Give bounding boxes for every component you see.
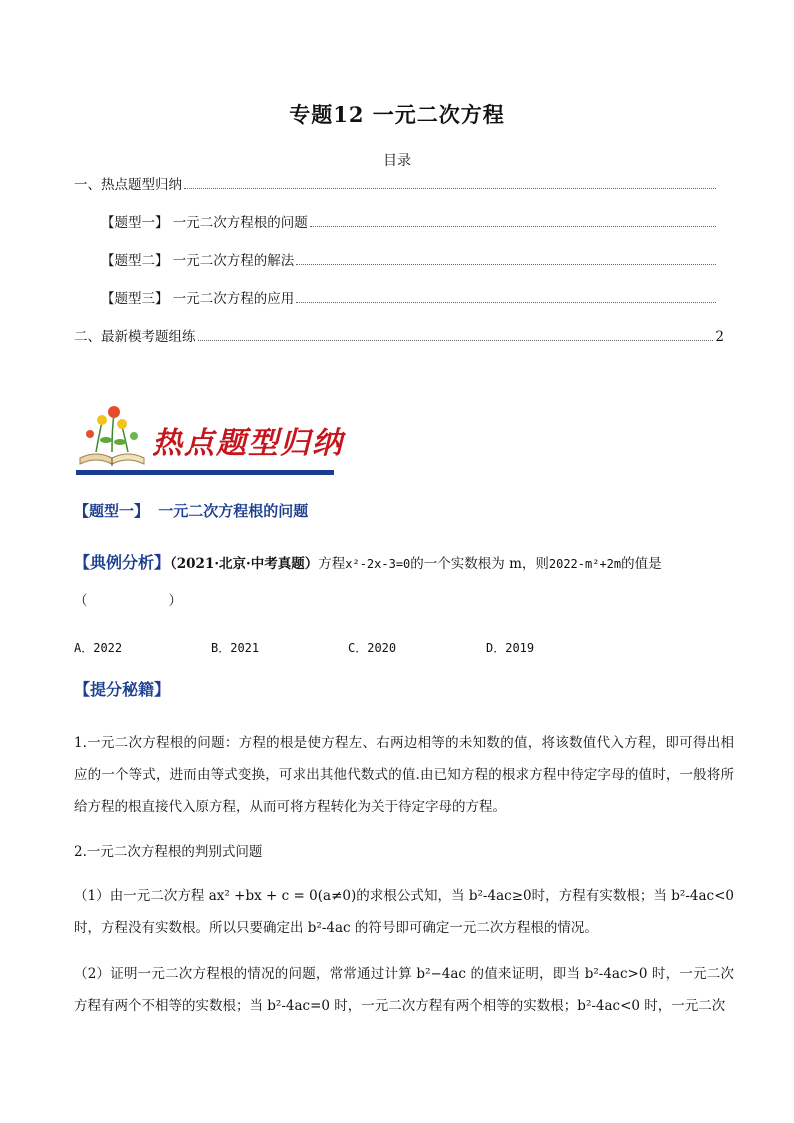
toc-item-label: 【题型二】 一元二次方程的解法	[101, 253, 295, 269]
banner-title: 热点题型归纳	[152, 426, 344, 461]
toc-item[interactable]	[74, 249, 724, 269]
answer-blank: （ ）	[74, 593, 182, 609]
question-type-prefix: 【题型一】	[74, 502, 150, 520]
equation-2: 2022-m²+2m	[548, 557, 622, 571]
question-type-name: 一元二次方程根的问题	[158, 502, 309, 520]
toc-leader	[198, 340, 714, 341]
toc-item[interactable]	[74, 325, 724, 345]
page-title: 专题12 一元二次方程	[289, 102, 505, 127]
option-a[interactable]: A．2022	[74, 641, 123, 655]
toc-leader	[296, 302, 716, 303]
table-of-contents	[74, 173, 724, 345]
tips-paragraph-2: 2.一元二次方程根的判别式问题	[74, 844, 263, 860]
toc-item-label: 二、最新模考题组练	[74, 329, 196, 345]
toc-item[interactable]	[74, 211, 724, 231]
tips-paragraph-3: （1）由一元二次方程 ax² +bx + c = 0(a≠0)的求根公式知，当 b²-4ac≥0时，方程有实数根；当 b²-4ac<0时，方程没有实数根。所以只要确定出 b²-4ac 的符号即可确定一元二次方程根的情况。	[74, 888, 734, 936]
toc-leader	[310, 226, 716, 227]
banner-underline	[76, 470, 334, 475]
toc-item[interactable]	[74, 287, 724, 307]
section-banner	[76, 400, 344, 478]
example-tag: 【典例分析】	[74, 553, 171, 572]
question-text-c: 的值是	[621, 556, 662, 572]
example-question	[74, 553, 734, 574]
toc-item-label: 【题型三】 一元二次方程的应用	[101, 291, 295, 307]
option-b[interactable]: B．2021	[211, 641, 260, 655]
toc-page-number: 2	[715, 329, 724, 345]
option-c[interactable]: C．2020	[348, 641, 397, 655]
option-d[interactable]: D．2019	[486, 641, 535, 655]
toc-heading: 目录	[383, 153, 411, 169]
toc-item-label: 【题型一】 一元二次方程根的问题	[101, 215, 308, 231]
example-source: （2021·北京·中考真题）	[170, 556, 319, 572]
toc-item[interactable]	[74, 173, 724, 193]
tips-heading: 【提分秘籍】	[74, 680, 171, 699]
question-text-a: 方程	[318, 556, 346, 572]
toc-leader	[296, 264, 716, 265]
tips-paragraph-1: 1.一元二次方程根的问题：方程的根是使方程左、右两边相等的未知数的值，将该数值代入方程，即可得出相应的一个等式，进而由等式变换，可求出其他代数式的值.由已知方程的根求方程中待定字母的值时，一般将所给方程的根直接代入原方程，从而可将方程转化为关于待定字母的方程。	[74, 735, 734, 815]
question-type-heading	[74, 500, 308, 521]
tips-paragraph-4: （2）证明一元二次方程根的情况的问题，常常通过计算 b²−4ac 的值来证明，即当 b²-4ac>0 时，一元二次方程有两个不相等的实数根；当 b²-4ac=0 时，一元二次方程有两个相等的实数根；b²-4ac<0 时，一元二次	[74, 966, 734, 1014]
toc-leader	[184, 188, 716, 189]
toc-item-label: 一、热点题型归纳	[74, 177, 182, 193]
equation-1: x²-2x-3=0	[345, 557, 411, 571]
question-text-b: 的一个实数根为 m，则	[410, 556, 549, 572]
